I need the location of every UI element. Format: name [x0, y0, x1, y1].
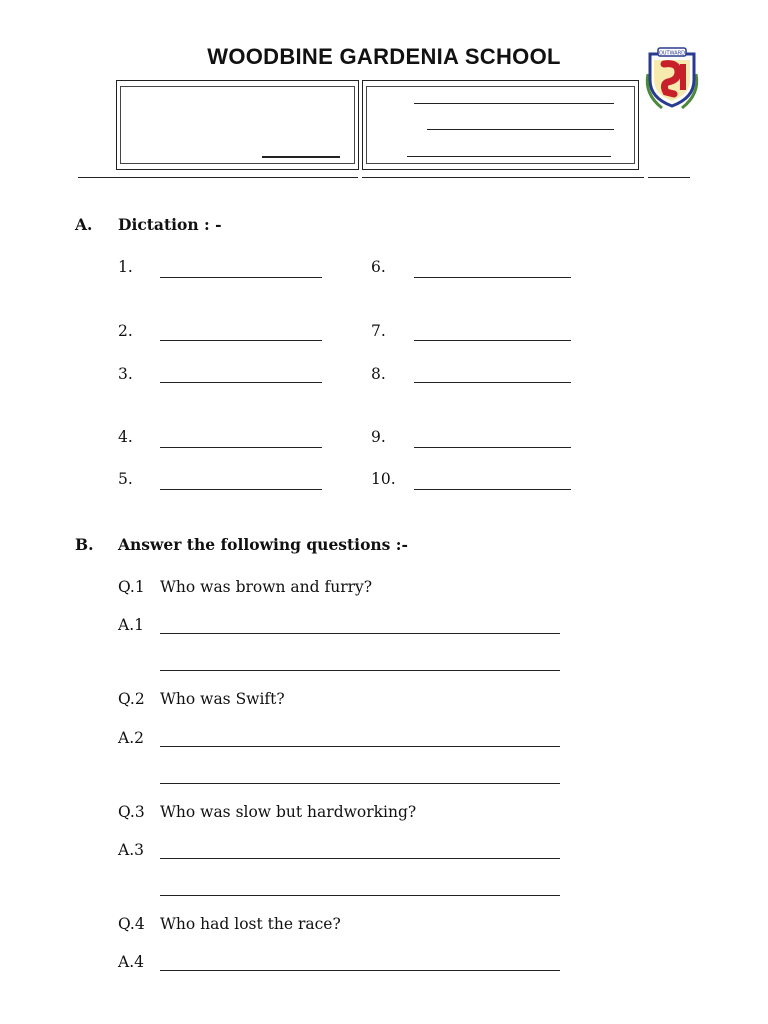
field-line — [414, 103, 614, 104]
section-b-title: Answer the following questions :- — [118, 535, 408, 554]
question-text: Who was Swift? — [160, 690, 285, 708]
answer-label: A.2 — [118, 729, 144, 747]
field-line — [407, 156, 611, 157]
dictation-number: 5. — [118, 470, 133, 488]
answer-line[interactable] — [160, 670, 560, 671]
dictation-number: 8. — [371, 365, 386, 383]
question-label: Q.1 — [118, 578, 145, 596]
answer-line[interactable] — [160, 746, 560, 747]
header-rule — [648, 177, 690, 178]
answer-line[interactable] — [160, 858, 560, 859]
answer-label: A.4 — [118, 953, 144, 971]
dictation-answer-line[interactable] — [414, 277, 571, 278]
header-rule — [78, 177, 358, 178]
crest-motto: OUTWARD — [658, 50, 686, 57]
crest-icon — [640, 44, 704, 114]
dictation-answer-line[interactable] — [414, 489, 571, 490]
section-a-title: Dictation : - — [118, 215, 222, 234]
dictation-number: 4. — [118, 428, 133, 446]
dictation-number: 1. — [118, 258, 133, 276]
field-line — [262, 156, 340, 158]
answer-line[interactable] — [160, 970, 560, 971]
dictation-number: 7. — [371, 322, 386, 340]
question-label: Q.2 — [118, 690, 145, 708]
answer-line[interactable] — [160, 633, 560, 634]
question-text: Who was slow but hardworking? — [160, 803, 417, 821]
info-box-left — [116, 80, 359, 170]
question-text: Who had lost the race? — [160, 915, 341, 933]
question-label: Q.4 — [118, 915, 145, 933]
section-a-letter: A. — [75, 215, 93, 234]
header-rule — [362, 177, 644, 178]
dictation-number: 6. — [371, 258, 386, 276]
answer-line[interactable] — [160, 895, 560, 896]
question-text: Who was brown and furry? — [160, 578, 373, 596]
question-label: Q.3 — [118, 803, 145, 821]
dictation-number: 2. — [118, 322, 133, 340]
dictation-answer-line[interactable] — [160, 382, 322, 383]
info-box-right — [362, 80, 639, 170]
field-line — [427, 129, 614, 130]
school-crest-logo — [640, 44, 704, 114]
dictation-answer-line[interactable] — [160, 340, 322, 341]
answer-label: A.3 — [118, 841, 144, 859]
dictation-answer-line[interactable] — [160, 447, 322, 448]
dictation-number: 3. — [118, 365, 133, 383]
school-name: WOODBINE GARDENIA SCHOOL — [207, 44, 561, 69]
dictation-answer-line[interactable] — [160, 489, 322, 490]
dictation-answer-line[interactable] — [160, 277, 322, 278]
dictation-answer-line[interactable] — [414, 382, 571, 383]
dictation-answer-line[interactable] — [414, 447, 571, 448]
dictation-answer-line[interactable] — [414, 340, 571, 341]
answer-line[interactable] — [160, 783, 560, 784]
answer-label: A.1 — [118, 616, 144, 634]
dictation-number: 10. — [371, 470, 396, 488]
dictation-number: 9. — [371, 428, 386, 446]
section-b-letter: B. — [75, 535, 94, 554]
